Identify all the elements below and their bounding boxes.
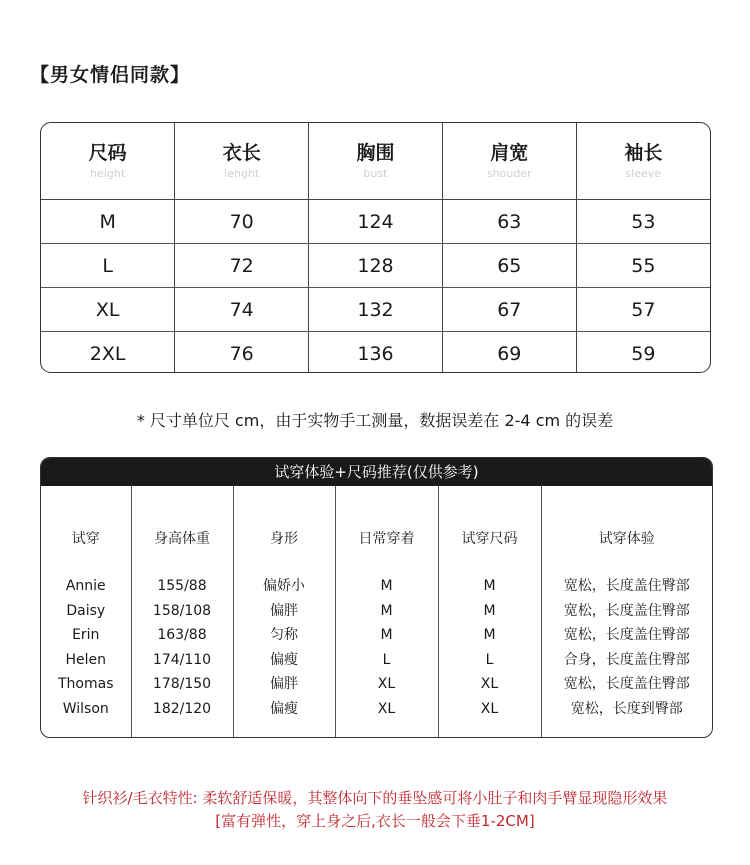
list-item: 158/108 — [152, 602, 212, 619]
column-values — [234, 574, 335, 721]
table-cell: 59 — [631, 342, 656, 365]
list-item: L — [382, 651, 391, 668]
column-header: 试穿 — [71, 531, 100, 547]
tryon-column-daily-size — [335, 486, 438, 737]
list-item: XL — [377, 676, 396, 692]
elasticity-note: [富有弹性，穿上身之后,衣长一般会下垂1-2CM] — [215, 812, 535, 830]
table-cell: 124 — [309, 200, 443, 244]
list-item: 宽松，长度盖住臀部 — [563, 676, 690, 692]
table-cell: 55 — [576, 244, 710, 288]
list-item: 178/150 — [152, 676, 212, 692]
list-item: M — [380, 578, 393, 594]
list-item: 宽松，长度盖住臀部 — [563, 627, 690, 643]
table-cell: 128 — [309, 244, 443, 288]
column-header: 身高体重 — [154, 531, 210, 547]
list-item: Helen — [65, 651, 107, 668]
column-header: 试穿体验 — [598, 531, 655, 547]
tryon-column-tester — [41, 486, 131, 737]
table-cell: 76 — [175, 332, 309, 374]
tryon-column-body-type — [233, 486, 335, 737]
page-heading: 【男女情侣同款】 — [30, 64, 191, 86]
table-cell: XL — [41, 288, 175, 332]
tryon-title: 试穿体验+尺码推荐(仅供参考) — [41, 458, 712, 486]
column-subtitle: height — [90, 167, 126, 180]
list-item: L — [485, 651, 494, 668]
list-item: 174/110 — [152, 651, 212, 668]
column-subtitle: sleeve — [625, 167, 662, 180]
list-item: Annie — [65, 578, 106, 594]
column-subtitle: bust — [363, 167, 388, 180]
table-row — [41, 244, 710, 288]
list-item: Wilson — [62, 700, 109, 717]
column-title: 胸围 — [356, 142, 395, 164]
column-title: 尺码 — [88, 142, 127, 164]
fabric-feature-note: 针织衫/毛衣特性: 柔软舒适保暖，其整体向下的垂坠感可将小肚子和肉手臂显现隐形效果 — [82, 789, 668, 807]
table-cell: 2XL — [41, 332, 175, 374]
column-header: 试穿尺码 — [461, 531, 518, 547]
list-item: 匀称 — [270, 627, 298, 643]
list-item: 155/88 — [157, 578, 207, 594]
list-item: Thomas — [57, 676, 114, 692]
list-item: 偏瘦 — [270, 651, 298, 668]
list-item: M — [483, 627, 496, 643]
table-cell: 63 — [442, 200, 576, 244]
list-item: M — [380, 627, 393, 643]
size-header-cell — [41, 123, 175, 200]
table-cell: 74 — [175, 288, 309, 332]
column-header: 日常穿着 — [358, 531, 415, 547]
table-row — [41, 332, 710, 374]
column-title: 衣长 — [222, 142, 261, 164]
tryon-column-height-weight — [131, 486, 233, 737]
tryon-column-tried-size — [438, 486, 541, 737]
table-cell: 67 — [442, 288, 576, 332]
shoulder-header-cell — [442, 123, 576, 200]
tryon-column-experience — [541, 486, 712, 737]
list-item: M — [380, 602, 393, 619]
list-item: 宽松，长度到臀部 — [570, 700, 683, 717]
column-values — [542, 574, 713, 721]
table-row — [41, 288, 710, 332]
list-item: XL — [480, 700, 499, 717]
column-values — [439, 574, 541, 721]
list-item: Erin — [72, 627, 100, 643]
table-cell: M — [41, 200, 175, 244]
length-header-cell — [175, 123, 309, 200]
measurement-note: * 尺寸单位尺 cm，由于实物手工测量，数据误差在 2-4 cm 的误差 — [136, 411, 614, 430]
table-cell: 53 — [576, 200, 710, 244]
column-header: 身形 — [270, 531, 298, 547]
size-chart-table — [40, 122, 711, 373]
list-item: 偏瘦 — [270, 700, 298, 717]
list-item: 182/120 — [152, 700, 212, 717]
tryon-body-row — [41, 486, 712, 737]
column-subtitle: shouder — [486, 167, 532, 180]
bust-header-cell — [309, 123, 443, 200]
table-cell: 132 — [309, 288, 443, 332]
table-cell: 70 — [175, 200, 309, 244]
column-subtitle: lenght — [224, 167, 260, 180]
list-item: M — [483, 578, 496, 594]
list-item: XL — [480, 676, 499, 692]
tryon-table — [40, 457, 713, 738]
list-item: 合身，长度盖住臀部 — [563, 651, 690, 668]
table-cell: 72 — [175, 244, 309, 288]
list-item: 宽松，长度盖住臀部 — [563, 578, 690, 594]
size-table-header-row — [41, 123, 710, 200]
list-item: XL — [377, 700, 396, 717]
list-item: 宽松，长度盖住臀部 — [563, 602, 690, 619]
list-item: 偏胖 — [270, 602, 298, 619]
list-item: M — [483, 602, 496, 619]
list-item: 偏胖 — [270, 676, 298, 692]
column-title: 肩宽 — [490, 142, 529, 164]
column-values — [41, 574, 131, 721]
column-values — [132, 574, 233, 721]
list-item: 偏娇小 — [263, 578, 305, 594]
list-item: Daisy — [66, 602, 106, 619]
table-cell: 65 — [442, 244, 576, 288]
table-cell: 69 — [442, 332, 576, 374]
table-cell: 57 — [576, 288, 710, 332]
list-item: 163/88 — [157, 627, 207, 643]
table-cell: 136 — [309, 332, 443, 374]
table-row — [41, 200, 710, 244]
column-values — [336, 574, 438, 721]
column-title: 袖长 — [624, 142, 663, 164]
table-cell: L — [41, 244, 175, 288]
sleeve-header-cell — [576, 123, 710, 200]
